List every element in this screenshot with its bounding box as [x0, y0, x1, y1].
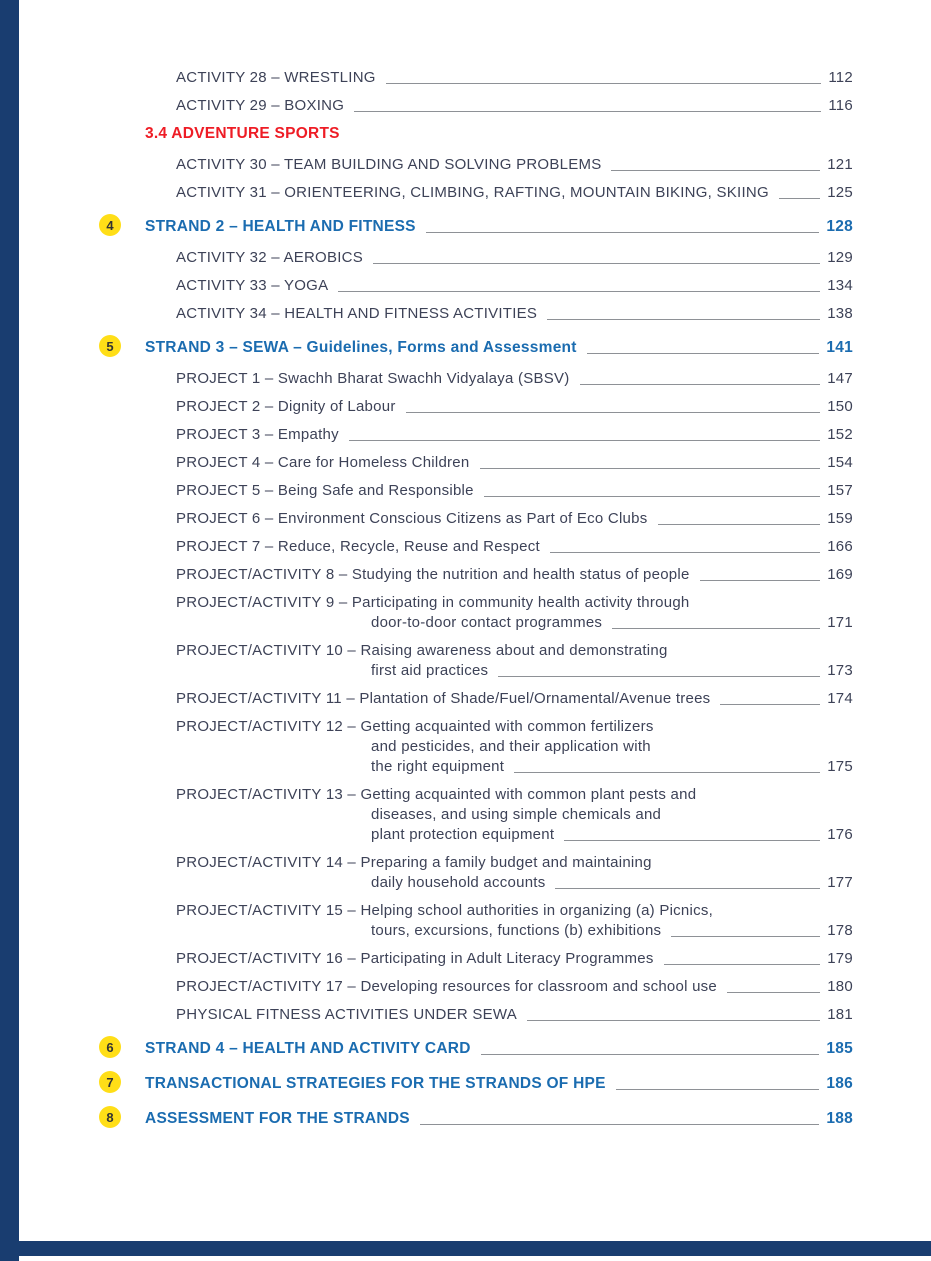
entry-label: PROJECT/ACTIVITY 11 – Plantation of Shade/Fuel/Ornamental/Avenue trees [176, 690, 711, 707]
strand-number-badge: 4 [99, 214, 121, 236]
section-heading-label: 3.4 ADVENTURE SPORTS [145, 125, 340, 142]
leader-line [580, 384, 821, 385]
toc-entry-line [99, 1105, 853, 1129]
leader-line [547, 319, 820, 320]
leader-line [700, 580, 821, 581]
toc-item-entry [0, 593, 853, 633]
toc-strand-entry [0, 213, 853, 237]
toc-entry-line [176, 369, 853, 389]
leader-line [671, 936, 820, 937]
entry-label: PROJECT 7 – Reduce, Recycle, Reuse and Respect [176, 538, 540, 555]
entry-label: ACTIVITY 34 – HEALTH AND FITNESS ACTIVITIES [176, 305, 538, 322]
leader-line [498, 676, 820, 677]
page-number: 125 [827, 184, 853, 201]
toc-entry-line [176, 717, 853, 737]
toc-entry-line [176, 661, 853, 681]
toc-entry-line [176, 248, 853, 268]
toc-item-entry [0, 481, 853, 501]
toc-entry-line [176, 183, 853, 203]
entry-label: PROJECT/ACTIVITY 9 – Participating in community health activity through [176, 594, 690, 611]
bottom-edge-bar [19, 1241, 931, 1256]
toc-entry-line [99, 213, 853, 237]
toc-item-entry [0, 453, 853, 473]
toc-item-entry [0, 565, 853, 585]
toc-entry-line [176, 155, 853, 175]
entry-label: PROJECT/ACTIVITY 12 – Getting acquainted with common fertilizers [176, 718, 654, 735]
toc-item-entry [0, 425, 853, 445]
toc-entry-line [176, 921, 853, 941]
entry-label: PROJECT 6 – Environment Conscious Citizens as Part of Eco Clubs [176, 510, 648, 527]
toc-entry-line [176, 593, 853, 613]
entry-label: ACTIVITY 33 – YOGA [176, 277, 329, 294]
entry-label: plant protection equipment [371, 826, 555, 843]
toc-entry-line [176, 453, 853, 473]
leader-line [484, 496, 820, 497]
entry-label: STRAND 4 – HEALTH AND ACTIVITY CARD [145, 1040, 471, 1057]
page-number: 129 [827, 249, 853, 266]
entry-label: PROJECT/ACTIVITY 17 – Developing resources for classroom and school use [176, 978, 718, 995]
toc-entry-line [176, 68, 853, 88]
entry-label: ACTIVITY 28 – WRESTLING [176, 69, 376, 86]
entry-label: PROJECT 2 – Dignity of Labour [176, 398, 396, 415]
page-number: 178 [827, 922, 853, 939]
leader-line [514, 772, 820, 773]
page-number: 173 [827, 662, 853, 679]
page-number: 138 [827, 305, 853, 322]
page-number: 152 [827, 426, 853, 443]
toc-item-entry [0, 96, 853, 116]
page-number: 166 [827, 538, 853, 555]
entry-label: ASSESSMENT FOR THE STRANDS [145, 1110, 410, 1127]
page-number: 157 [827, 482, 853, 499]
leader-line [338, 291, 820, 292]
toc-item-entry [0, 248, 853, 268]
page-number: 154 [827, 454, 853, 471]
toc-item-entry [0, 977, 853, 997]
entry-label: STRAND 3 – SEWA – Guidelines, Forms and Assessment [145, 339, 577, 356]
toc-item-entry [0, 68, 853, 88]
leader-line [420, 1124, 820, 1125]
leader-line [727, 992, 820, 993]
entry-label: the right equipment [371, 758, 505, 775]
toc-item-entry [0, 183, 853, 203]
entry-label: diseases, and using simple chemicals and [371, 806, 662, 823]
toc-entry-line [99, 1035, 853, 1059]
page-number: 185 [826, 1040, 853, 1057]
entry-label: PROJECT/ACTIVITY 14 – Preparing a family budget and maintaining [176, 854, 652, 871]
entry-label: TRANSACTIONAL STRATEGIES FOR THE STRANDS OF HPE [145, 1075, 606, 1092]
entry-label: PROJECT/ACTIVITY 15 – Helping school authorities in organizing (a) Picnics, [176, 902, 714, 919]
page-number: 116 [828, 97, 853, 114]
entry-label: PROJECT/ACTIVITY 8 – Studying the nutrition and health status of people [176, 566, 690, 583]
page-number: 147 [827, 370, 853, 387]
toc-item-entry [0, 641, 853, 681]
page-number: 159 [827, 510, 853, 527]
page-number: 176 [827, 826, 853, 843]
leader-line [616, 1089, 820, 1090]
toc-item-entry [0, 369, 853, 389]
toc-item-entry [0, 397, 853, 417]
strand-number-badge: 6 [99, 1036, 121, 1058]
toc-entry-line [176, 901, 853, 921]
page-number: 188 [826, 1110, 853, 1127]
leader-line [386, 83, 822, 84]
page-number: 112 [828, 69, 853, 86]
leader-line [720, 704, 820, 705]
page-number: 175 [827, 758, 853, 775]
page-number: 150 [827, 398, 853, 415]
toc-entry-line [176, 689, 853, 709]
leader-line [349, 440, 820, 441]
leader-line [550, 552, 820, 553]
page-number: 171 [827, 614, 853, 631]
strand-number-badge: 7 [99, 1071, 121, 1093]
leader-line [527, 1020, 820, 1021]
toc-entry-line [99, 1070, 853, 1094]
leader-line [612, 628, 820, 629]
toc-entry-line [176, 949, 853, 969]
page-number: 134 [827, 277, 853, 294]
toc-item-entry [0, 949, 853, 969]
leader-line [779, 198, 820, 199]
toc-entry-line [176, 304, 853, 324]
toc-item-entry [0, 853, 853, 893]
leader-line [480, 468, 821, 469]
toc-item-entry [0, 717, 853, 777]
page-number: 121 [827, 156, 853, 173]
page-number: 186 [826, 1075, 853, 1092]
entry-label: STRAND 2 – HEALTH AND FITNESS [145, 218, 416, 235]
toc-strand-entry [0, 334, 853, 358]
entry-label: PROJECT 4 – Care for Homeless Children [176, 454, 470, 471]
toc-entry-line [176, 537, 853, 557]
toc-strand-entry [0, 1035, 853, 1059]
strand-number-badge: 5 [99, 335, 121, 357]
toc-entry-line [176, 96, 853, 116]
toc-strand-entry [0, 1070, 853, 1094]
leader-line [373, 263, 820, 264]
toc-entry-line [176, 737, 853, 757]
toc-item-entry [0, 785, 853, 845]
entry-label: PROJECT/ACTIVITY 10 – Raising awareness about and demonstrating [176, 642, 668, 659]
leader-line [481, 1054, 820, 1055]
entry-label: ACTIVITY 29 – BOXING [176, 97, 345, 114]
entry-label: PHYSICAL FITNESS ACTIVITIES UNDER SEWA [176, 1006, 517, 1023]
strand-number-badge: 8 [99, 1106, 121, 1128]
page-number: 181 [827, 1006, 853, 1023]
leader-line [564, 840, 820, 841]
toc-entry-line [176, 565, 853, 585]
entry-label: door-to-door contact programmes [371, 614, 603, 631]
toc-entry-line [176, 825, 853, 845]
toc-entry-line [176, 977, 853, 997]
toc-entry-line [176, 873, 853, 893]
entry-label: ACTIVITY 31 – ORIENTEERING, CLIMBING, RAFTING, MOUNTAIN BIKING, SKIING [176, 184, 769, 201]
leader-line [658, 524, 821, 525]
toc-entry-line [176, 757, 853, 777]
toc-item-entry [0, 155, 853, 175]
leader-line [587, 353, 820, 354]
page-number: 169 [827, 566, 853, 583]
toc-entry-line [176, 853, 853, 873]
page-number: 180 [827, 978, 853, 995]
toc-entry-line [176, 613, 853, 633]
entry-label: PROJECT 3 – Empathy [176, 426, 339, 443]
leader-line [426, 232, 820, 233]
toc-section-heading [0, 124, 853, 144]
toc-entry-line [99, 334, 853, 358]
entry-label: ACTIVITY 32 – AEROBICS [176, 249, 363, 266]
toc-entry-line [176, 397, 853, 417]
page-number: 174 [827, 690, 853, 707]
toc-entry-line [176, 276, 853, 296]
toc-entry-line [176, 509, 853, 529]
toc-strand-entry [0, 1105, 853, 1129]
toc-item-entry [0, 304, 853, 324]
toc-entry-line [176, 425, 853, 445]
toc-item-entry [0, 537, 853, 557]
toc-entry-line [176, 1005, 853, 1025]
toc-entry-line [176, 481, 853, 501]
toc-entry-line [176, 805, 853, 825]
entry-label: PROJECT/ACTIVITY 13 – Getting acquainted with common plant pests and [176, 786, 697, 803]
toc-item-entry [0, 1005, 853, 1025]
toc-entry-line [176, 641, 853, 661]
entry-label: first aid practices [371, 662, 489, 679]
toc-item-entry [0, 901, 853, 941]
entry-label: ACTIVITY 30 – TEAM BUILDING AND SOLVING PROBLEMS [176, 156, 602, 173]
toc-entry-line [176, 785, 853, 805]
page-number: 177 [827, 874, 853, 891]
entry-label: PROJECT/ACTIVITY 16 – Participating in Adult Literacy Programmes [176, 950, 654, 967]
page-number: 128 [826, 218, 853, 235]
toc-item-entry [0, 509, 853, 529]
leader-line [406, 412, 821, 413]
entry-label: and pesticides, and their application with [371, 738, 651, 755]
page-number: 141 [826, 339, 853, 356]
leader-line [555, 888, 820, 889]
entry-label: daily household accounts [371, 874, 546, 891]
leader-line [354, 111, 821, 112]
leader-line [611, 170, 820, 171]
toc-item-entry [0, 276, 853, 296]
entry-label: tours, excursions, functions (b) exhibitions [371, 922, 662, 939]
entry-label: PROJECT 1 – Swachh Bharat Swachh Vidyalaya (SBSV) [176, 370, 570, 387]
page-number: 179 [827, 950, 853, 967]
entry-label: PROJECT 5 – Being Safe and Responsible [176, 482, 474, 499]
leader-line [664, 964, 821, 965]
toc-item-entry [0, 689, 853, 709]
